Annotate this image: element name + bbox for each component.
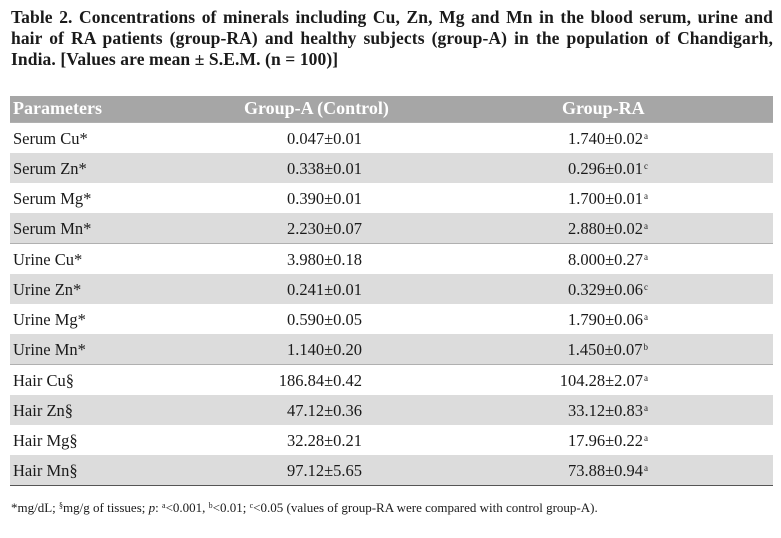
significance-mark: a (644, 463, 648, 473)
cell-group-ra (568, 219, 648, 239)
table-footnote (11, 500, 598, 516)
significance-mark: a (644, 403, 648, 413)
significance-mark: c (644, 282, 648, 292)
significance-mark: a (644, 312, 648, 322)
cell-group-a: 2.230±0.07 (286, 219, 362, 238)
cell-group-a: 0.338±0.01 (286, 159, 362, 178)
table-header-row (10, 96, 773, 122)
cell-parameter: Urine Zn* (13, 280, 82, 299)
cell-group-a: 0.241±0.01 (286, 280, 362, 299)
cell-group-ra (567, 340, 648, 360)
footnote-sym-a: a (162, 501, 166, 510)
cell-group-ra (560, 371, 648, 391)
cell-group-ra (568, 401, 648, 421)
table-row (10, 123, 773, 153)
row-group (10, 364, 773, 485)
significance-mark: a (644, 191, 648, 201)
minerals-table (10, 96, 773, 486)
cell-group-ra (568, 159, 648, 179)
cell-group-ra-value: 2.880±0.02 (567, 219, 643, 238)
cell-group-ra-value: 0.296±0.01 (567, 159, 643, 178)
cell-group-ra-value: 0.329±0.06 (567, 280, 643, 299)
table-row (10, 365, 773, 395)
cell-group-ra-value: 1.700±0.01 (567, 189, 643, 208)
footnote-part-4: <0.001, (165, 500, 209, 515)
table-row (10, 274, 773, 304)
table-row (10, 244, 773, 274)
cell-parameter: Serum Mn* (13, 219, 92, 238)
footnote-sym-s: § (59, 501, 64, 510)
cell-group-ra (568, 250, 648, 270)
header-parameters: Parameters (13, 98, 102, 118)
cell-group-a: 97.12±5.65 (286, 461, 362, 480)
cell-group-a: 186.84±0.42 (278, 371, 362, 390)
header-group-a: Group-A (Control) (244, 98, 389, 118)
significance-mark: a (644, 433, 648, 443)
cell-group-ra (568, 310, 648, 330)
cell-group-a: 0.590±0.05 (286, 310, 362, 329)
row-group (10, 122, 773, 243)
table-row (10, 304, 773, 334)
footnote-p-label: p (148, 500, 156, 515)
cell-group-a: 0.047±0.01 (286, 129, 362, 148)
cell-parameter: Hair Cu§ (13, 371, 74, 390)
cell-group-ra-value: 73.88±0.94 (567, 461, 643, 480)
footnote-sym-b: b (208, 501, 213, 510)
cell-group-a: 0.390±0.01 (286, 189, 362, 208)
cell-parameter: Urine Mn* (13, 340, 86, 359)
cell-group-a: 3.980±0.18 (286, 250, 362, 269)
cell-parameter: Hair Mn§ (13, 461, 78, 480)
table-row (10, 153, 773, 183)
significance-mark: a (644, 373, 648, 383)
cell-parameter: Serum Cu* (13, 129, 88, 148)
cell-group-ra-value: 33.12±0.83 (567, 401, 643, 420)
footnote-part-2: mg/g of tissues; (63, 500, 149, 515)
cell-group-ra-value: 17.96±0.22 (567, 431, 643, 450)
significance-mark: a (644, 221, 648, 231)
table-row (10, 425, 773, 455)
cell-parameter: Hair Mg§ (13, 431, 78, 450)
cell-group-ra-value: 1.790±0.06 (567, 310, 643, 329)
header-group-ra: Group-RA (562, 98, 645, 118)
cell-group-ra-value: 1.740±0.02 (567, 129, 643, 148)
table-row (10, 183, 773, 213)
footnote-sym-c: c (249, 501, 254, 510)
table-row (10, 455, 773, 485)
table-row (10, 395, 773, 425)
footnote-part-3: : (155, 500, 162, 515)
cell-group-ra (568, 461, 648, 481)
cell-parameter: Urine Cu* (13, 250, 83, 269)
cell-parameter: Serum Mg* (13, 189, 92, 208)
cell-group-ra (568, 129, 648, 149)
cell-group-ra (568, 280, 648, 300)
significance-mark: b (643, 342, 648, 352)
row-group (10, 243, 773, 364)
cell-group-ra-value: 104.28±2.07 (559, 371, 643, 390)
table-bottom-rule (10, 485, 773, 486)
footnote-part-1: *mg/dL; (11, 500, 60, 515)
significance-mark: a (644, 131, 648, 141)
table-caption: Table 2. Concentrations of minerals including Cu, Zn, Mg and Mn in the blood serum, urine and hair of RA patients (group-RA) and healthy subjects (group-A) in the population of Chandigarh, India. [Values are mean ± S.E.M. (n = 100)] (11, 7, 773, 69)
cell-parameter: Serum Zn* (13, 159, 87, 178)
significance-mark: a (644, 252, 648, 262)
significance-mark: c (644, 161, 648, 171)
cell-group-a: 1.140±0.20 (286, 340, 362, 359)
cell-group-ra (568, 431, 648, 451)
table-body (10, 122, 773, 485)
footnote-part-5: <0.01; (212, 500, 250, 515)
cell-group-ra-value: 8.000±0.27 (567, 250, 643, 269)
cell-group-a: 32.28±0.21 (286, 431, 362, 450)
table-row (10, 334, 773, 364)
cell-group-ra (568, 189, 648, 209)
cell-parameter: Urine Mg* (13, 310, 86, 329)
table-row (10, 213, 773, 243)
cell-parameter: Hair Zn§ (13, 401, 74, 420)
cell-group-ra-value: 1.450±0.07 (567, 340, 643, 359)
cell-group-a: 47.12±0.36 (286, 401, 362, 420)
footnote-part-6: <0.05 (values of group-RA were compared with control group-A). (253, 500, 598, 515)
